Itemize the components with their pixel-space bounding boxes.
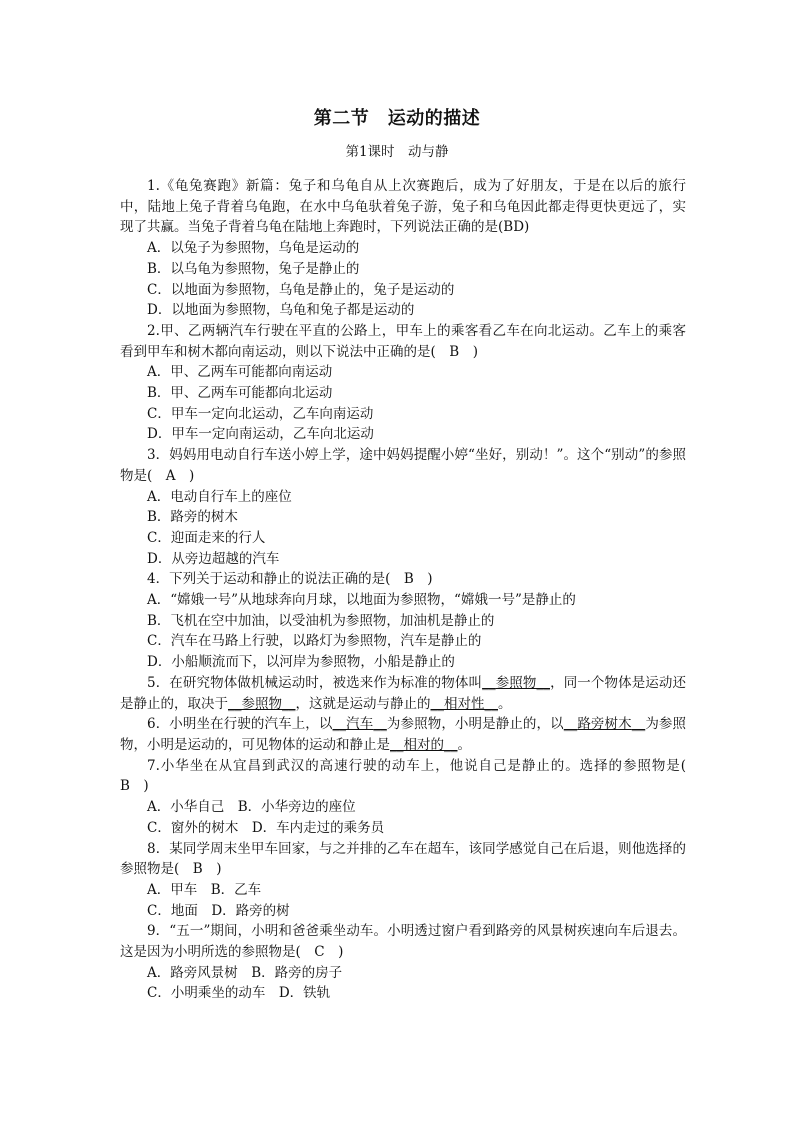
answer-text: B: [120, 778, 130, 795]
question-text: 3．妈妈用电动自行车送小婷上学，途中妈妈提醒小婷“坐好，别动！”。这个“别动”的参照物是(: [120, 447, 686, 484]
answer-text: B: [192, 861, 203, 878]
answer-text: A: [165, 467, 176, 484]
answer-text: 相对性: [444, 695, 485, 712]
question-5: [120, 673, 686, 714]
answer-text: B: [403, 571, 414, 588]
question-text: 为参照物，小明是运动的，可见物体的运动和静止是: [120, 716, 687, 753]
question-text: 6．小明坐在行驶的汽车上，以: [147, 716, 333, 733]
question-2-option-a: A．甲、乙两车可能都向南运动: [147, 364, 333, 381]
answer-text: 参照物: [241, 695, 282, 712]
question-7-options-row-2: C．窗外的树木 D．车内走过的乘务员: [147, 819, 385, 836]
question-text: 2.甲、乙两辆汽车行驶在平直的公路上，甲车上的乘客看乙车在向北运动。乙车上的乘客看到甲车和树木都向南运动，则以下说法中正确的是(: [120, 322, 686, 360]
question-6: [120, 714, 686, 755]
question-8-options-row-2: C．地面 D．路旁的树: [147, 902, 290, 919]
question-8-stem: 8．某同学周末坐甲车回家，与之并排的乙车在超车，该同学感觉自己在后退，则他选择的参照物是( B ): [120, 840, 686, 878]
question-text: 4．下列关于运动和静止的说法正确的是(: [147, 571, 391, 588]
question-2-option-d: D．甲车一定向南运动，乙车向北运动: [147, 426, 374, 443]
question-text: ，这就是运动与静止的: [295, 695, 431, 712]
fill-blank-answer: __相对的__: [390, 736, 458, 753]
question-2-option-b: B．甲、乙两车可能都向北运动: [147, 385, 333, 402]
fill-blank-answer: __汽车__: [332, 716, 387, 733]
question-1-option-b: B．以乌龟为参照物，兔子是静止的: [147, 260, 360, 277]
answer-text: 路旁树木: [577, 716, 632, 733]
question-1-option-c: C．以地面为参照物，乌龟是静止的，兔子是运动的: [147, 281, 455, 298]
fill-blank-answer: __参照物__: [228, 695, 296, 712]
answer-text: 相对的: [403, 736, 444, 753]
question-4-stem: 4．下列关于运动和静止的说法正确的是( B ): [147, 571, 433, 588]
question-2-option-c: C．甲车一定向北运动，乙车向南运动: [147, 405, 374, 422]
question-9-stem: 9．“五一”期间，小明和爸爸乘坐动车。小明透过窗户看到路旁的风景树疾速向车后退去。这是因为小明所选的参照物是( C ): [120, 923, 686, 961]
answer-text: 参照物: [495, 674, 537, 691]
page-subtitle: 第1课时 动与静: [345, 144, 449, 160]
question-list: [120, 176, 686, 1004]
question-1-option-a: A．以兔子为参照物，乌龟是运动的: [147, 240, 360, 257]
question-9-options-row-2: C．小明乘坐的动车 D．铁轨: [147, 985, 331, 1002]
question-4-option-c: C．汽车在马路上行驶，以路灯为参照物，汽车是静止的: [147, 633, 482, 650]
answer-text: 汽车: [346, 716, 374, 733]
question-text: 7.小华坐在从宜昌到武汉的高速行驶的动车上，他说自己是静止的。选择的参照物是(: [147, 757, 686, 774]
fill-blank-answer: __路旁树木__: [563, 716, 646, 733]
question-text: ，同一个物体是运动还是静止的，取决于: [120, 674, 687, 712]
question-text: 。: [457, 736, 471, 753]
answer-text: BD: [503, 219, 525, 236]
question-4-option-d: D．小船顺流而下，以河岸为参照物，小船是静止的: [147, 654, 455, 671]
question-2-stem: 2.甲、乙两辆汽车行驶在平直的公路上，甲车上的乘客看乙车在向北运动。乙车上的乘客看到甲车和树木都向南运动，则以下说法中正确的是( B ): [120, 322, 686, 360]
question-9-options-row-1: A．路旁风景树 B．路旁的房子: [147, 964, 343, 981]
question-1-option-d: D．以地面为参照物，乌龟和兔子都是运动的: [147, 302, 415, 319]
question-4-option-a: A．“嫦娥一号”从地球奔向月球，以地面为参照物，“嫦娥一号”是静止的: [147, 592, 576, 609]
fill-blank-answer: __参照物__: [482, 674, 550, 691]
answer-text: C: [314, 944, 325, 961]
question-text: 5．在研究物体做机械运动时，被选来作为标准的物体叫: [147, 674, 483, 691]
answer-text: B: [449, 343, 460, 360]
question-text: 为参照物，小明是静止的，以: [386, 716, 564, 733]
question-3-option-c: C．迎面走来的行人: [147, 529, 266, 546]
question-1-stem: 1.《龟兔赛跑》新篇：兔子和乌龟自从上次赛跑后，成为了好朋友，于是在以后的旅行中，陆地上兔子背着乌龟跑，在水中乌龟驮着兔子游，兔子和乌龟因此都走得更快更远了，实现了共赢。当兔子背着乌龟在陆地上奔跑时，下列说法正确的是(BD): [120, 178, 686, 236]
question-4-option-b: B．飞机在空中加油，以受油机为参照物，加油机是静止的: [147, 612, 495, 629]
question-text: 。: [498, 695, 512, 712]
question-text: 8．某同学周末坐甲车回家，与之并排的乙车在超车，该同学感觉自己在后退，则他选择的参照物是(: [120, 840, 686, 878]
question-3-option-d: D．从旁边超越的汽车: [147, 550, 280, 567]
question-3-stem: 3．妈妈用电动自行车送小婷上学，途中妈妈提醒小婷“坐好，别动！”。这个“别动”的参照物是( A ): [120, 447, 686, 484]
question-text: 1.《龟兔赛跑》新篇：兔子和乌龟自从上次赛跑后，成为了好朋友，于是在以后的旅行中，陆地上兔子背着乌龟跑，在水中乌龟驮着兔子游，兔子和乌龟因此都走得更快更远了，实现了共赢。当兔子背着乌龟在陆地上奔跑时，下列说法正确的是(: [120, 178, 686, 236]
question-7-stem: 7.小华坐在从宜昌到武汉的高速行驶的动车上，他说自己是静止的。选择的参照物是( B ): [120, 757, 686, 795]
question-3-option-a: A．电动自行车上的座位: [147, 488, 292, 505]
question-7-options-row-1: A．小华自己 B．小华旁边的座位: [147, 799, 356, 816]
fill-blank-answer: __相对性__: [430, 695, 498, 712]
question-text: 9．“五一”期间，小明和爸爸乘坐动车。小明透过窗户看到路旁的风景树疾速向车后退去。这是因为小明所选的参照物是(: [120, 923, 686, 961]
question-3-option-b: B．路旁的树木: [147, 509, 238, 526]
page-title: 第二节 运动的描述: [313, 108, 481, 129]
question-8-options-row-1: A．甲车 B．乙车: [147, 881, 262, 898]
